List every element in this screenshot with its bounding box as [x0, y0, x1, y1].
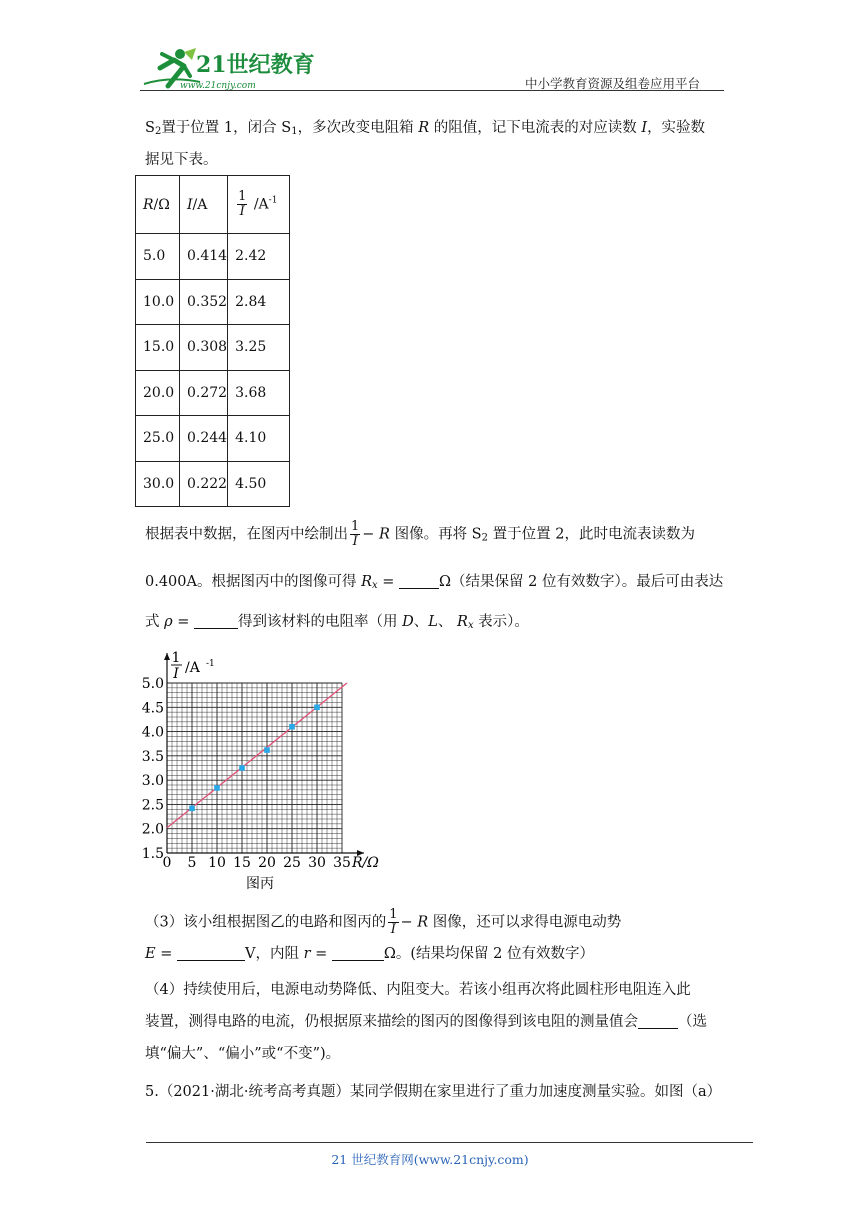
table-row: [136, 325, 290, 371]
table-row: [136, 279, 290, 325]
header-i: I/A: [180, 176, 228, 234]
data-table: [135, 175, 290, 507]
cell-r: 20.0: [136, 370, 180, 416]
question-3-line-2: E = V，内阻 r = Ω。(结果均保留 2 位有效数字）: [145, 946, 594, 962]
cell-i: 0.222: [180, 461, 228, 507]
chart-figure-c: [130, 645, 400, 895]
data-point: [214, 785, 220, 791]
y-tick-label: 1.5: [141, 846, 164, 862]
measurement-answer-blank[interactable]: [638, 1014, 678, 1029]
x-tick-label: 10: [208, 855, 226, 871]
cell-i: 0.272: [180, 370, 228, 416]
intro-line-1: $S_2$置于位置 1，闭合 $S_1$，多次改变电阻箱 R 的阻值，记下电流表的对应读数 I，实验数: [145, 120, 706, 137]
y-tick-label: 2.0: [141, 821, 164, 838]
x-tick-label: 25: [283, 855, 301, 871]
cell-inv-i: 3.68: [228, 370, 290, 416]
paragraph-rx: 0.400A。根据图丙中的图像可得 $R_x = \Omega$（结果保留 2 位有效数字）。最后可由表达: [145, 574, 724, 591]
cell-inv-i: 2.84: [228, 279, 290, 325]
svg-text:1: 1: [171, 650, 181, 666]
platform-name: 中小学教育资源及组卷应用平台: [524, 76, 700, 91]
svg-text:/A: /A: [185, 660, 200, 676]
data-point: [314, 704, 320, 710]
data-point: [239, 765, 245, 771]
cell-r: 5.0: [136, 234, 180, 280]
table-row: [136, 461, 290, 507]
data-point: [289, 724, 295, 730]
header-divider: [140, 90, 724, 91]
x-tick-label: 5: [187, 855, 197, 871]
y-tick-label: 2.5: [141, 797, 164, 814]
data-point: [264, 747, 270, 753]
cell-inv-i: 2.42: [228, 234, 290, 280]
chart-axes: [164, 653, 364, 856]
question-4-line-1: （4）持续使用后，电源电动势降低、内阻变大。若该小组再次将此圆柱形电阻连入此: [145, 982, 691, 998]
cell-r: 10.0: [136, 279, 180, 325]
y-tick-label: 5.0: [141, 676, 164, 692]
x-tick-label: 30: [308, 855, 326, 871]
question-5-line: 5.（2021·湖北·统考高考真题）某同学假期在家里进行了重力加速度测量实验。如图（a）: [145, 1084, 722, 1100]
cell-i: 0.244: [180, 416, 228, 462]
paragraph-resistivity: 式 ρ = 得到该材料的电阻率（用 D、L、 $R_x$ 表示）。: [145, 614, 529, 631]
x-tick-label: 35: [333, 855, 351, 871]
x-tick-label: 20: [258, 855, 276, 871]
y-axis-label: [171, 650, 215, 682]
site-logo: [140, 46, 320, 92]
question-4-line-2: 装置，测得电路的电流，仍根据原来描绘的图丙的图像得到该电阻的测量值会 （选: [145, 1014, 707, 1030]
runner-icon: [140, 46, 320, 92]
svg-text:21世纪教育: 21世纪教育: [196, 52, 315, 78]
y-tick-label: 3.0: [141, 773, 164, 790]
cell-inv-i: 4.10: [228, 416, 290, 462]
cell-r: 15.0: [136, 325, 180, 371]
cell-r: 25.0: [136, 416, 180, 462]
x-axis-label: R/Ω: [352, 855, 379, 871]
cell-i: 0.414: [180, 234, 228, 280]
data-point: [189, 806, 195, 812]
rx-answer-blank[interactable]: [399, 574, 439, 589]
emf-answer-blank[interactable]: [177, 946, 245, 961]
question-3-line-1: （3）该小组根据图乙的电路和图丙的 $\frac{1}{I}$ − R 图像，还可以求得电源电动势: [145, 907, 622, 937]
x-tick-label: 0: [162, 855, 172, 871]
cell-r: 30.0: [136, 461, 180, 507]
cell-inv-i: 4.50: [228, 461, 290, 507]
header-r: R/Ω: [136, 176, 180, 234]
paragraph-graph-instruction: 根据表中数据，在图丙中绘制出 $\frac{1}{I}$ − R 图像。再将 $S_2$ 置于位置 2，此时电流表读数为: [145, 519, 695, 549]
y-axis-arrow-icon: [164, 653, 170, 660]
y-tick-label: 4.5: [141, 700, 164, 717]
svg-text:-1: -1: [206, 659, 215, 669]
cell-i: 0.352: [180, 279, 228, 325]
table-row: [136, 234, 290, 280]
footer-divider: [146, 1142, 753, 1143]
intro-line-2: 据见下表。: [145, 152, 218, 168]
internal-resistance-blank[interactable]: [332, 946, 384, 961]
y-tick-label: 3.5: [141, 748, 164, 765]
figure-caption: 图丙: [246, 876, 274, 892]
svg-text:www.21cnjy.com: www.21cnjy.com: [180, 81, 256, 91]
question-4-line-3: 填“偏大”、“偏小”或“不变”)。: [145, 1046, 341, 1062]
x-tick-label: 15: [233, 855, 251, 871]
table-row: [136, 416, 290, 462]
table-row: [136, 370, 290, 416]
header-inv-i: $\frac{1}{I}$ $/A^{-1}$: [228, 176, 290, 234]
cell-i: 0.308: [180, 325, 228, 371]
y-tick-label: 4.0: [141, 724, 164, 741]
footer-link[interactable]: 21 世纪教育网(www.21cnjy.com): [331, 1152, 529, 1167]
table-header-row: [136, 176, 290, 234]
cell-inv-i: 3.25: [228, 325, 290, 371]
svg-text:I: I: [173, 666, 179, 682]
rho-answer-blank[interactable]: [194, 614, 238, 629]
